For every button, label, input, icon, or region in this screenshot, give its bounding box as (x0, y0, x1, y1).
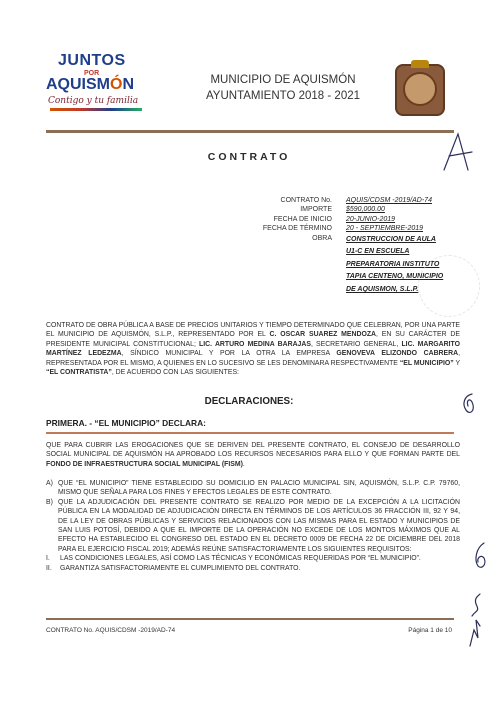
council-period: AYUNTAMIENTO 2018 - 2021 (205, 90, 361, 102)
logo-line-aquismon: AQUISMÓN (46, 76, 135, 93)
handwritten-mark-icon (470, 540, 490, 570)
primera-paragraph: QUE PARA CUBRIR LAS EROGACIONES QUE SE DERIVEN DEL PRESENTE CONTRATO, EL CONSEJO DE DESARROLLO SOCIAL MUNICIPAL DE AQUISMÓN HA APROBADO LOS RECURSOS NECESARIOS PARA ELLO Y QUE FORMAN PARTE DEL FONDO DE INFRAESTRUCTURA SOCIAL MUNICIPAL (FISM). (46, 442, 460, 468)
label-obra: OBRA (312, 234, 332, 242)
footer-contract-number: CONTRATO No. AQUIS/CDSM -2019/AD-74 (46, 627, 176, 634)
label-contract-no: CONTRATO No. (280, 197, 332, 204)
municipality-header (186, 72, 380, 104)
handwritten-mark-icon (458, 392, 478, 418)
list-marker: A) (46, 480, 53, 487)
faded-stamp-icon (418, 255, 480, 317)
sub-list-item (46, 564, 460, 573)
label-fecha-inicio: FECHA DE INICIO (273, 215, 332, 223)
sub-list-item-text: GARANTIZA SATISFACTORIAMENTE EL CUMPLIMIENTO DEL CONTRATO. (60, 564, 301, 572)
header-divider (46, 130, 454, 133)
label-fecha-termino: FECHA DE TÉRMINO (262, 225, 332, 233)
value-fecha-inicio: 20-JUNIO-2019 (346, 215, 396, 223)
handwritten-initial-icon (438, 130, 478, 174)
intro-paragraph: CONTRATO DE OBRA PÚBLICA A BASE DE PRECIOS UNITARIOS Y TIEMPO DETERMINADO QUE CELEBRAN, POR UNA PARTE EL MUNICIPIO DE AQUISMÓN, S.L.P., REPRESENTADO POR EL C. OSCAR SUAREZ MENDOZA, EN SU CARÁCTER DE PRESIDENTE MUNICIPAL CONSTITUCIONAL; LIC. ARTURO MEDINA BARAJAS, SECRETARIO GENERAL, LIC. MARGARITO MARTÍNEZ LEDEZMA, SÍNDICO MUNICIPAL Y POR LA OTRA LA EMPRESA GENOVEVA ELIZONDO CABRERA, REPRESENTADA POR EL MISMO, A QUIENES EN LO SUCESIVO SE LES DENOMINARA RESPECTIVAMENTE “EL MUNICIPIO” Y “EL CONTRATISTA”, DE ACUERDO CON LAS SIGUIENTES: (46, 322, 461, 377)
logo-line-por: POR (84, 70, 100, 77)
obra-line: PREPARATORIA INSTITUTO (346, 260, 440, 268)
obra-line: TAPIA CENTENO, MUNICIPIO (346, 273, 444, 281)
footer-page-number: Página 1 de 10 (408, 627, 452, 634)
value-fecha-termino: 20 - SEPTIEMBRE-2019 (346, 225, 424, 233)
handwritten-signature-icon (466, 590, 484, 650)
sub-list-item (46, 554, 460, 563)
document-title: CONTRATO (207, 151, 291, 163)
juntos-por-aquismon-logo (46, 52, 146, 114)
obra-line: DE AQUISMON, S.L.P. (346, 286, 419, 293)
list-item-text: QUE LA ADJUDICACIÓN DEL PRESENTE CONTRATO SE REALIZO POR MEDIO DE LA EXCEPCIÓN A LA LICITACIÓN PÚBLICA EN LA MODALIDAD DE ADJUDICACIÓN DIRECTA EN TÉRMINOS DE LOS ARTÍCULOS 36 FRACCIÓN III, 92 Y 94, DE LA LEY DE OBRAS PÚBLICAS Y SERVICIOS RELACIONADOS CON LAS MISMAS PARA EL ESTADO Y MUNICIPIOS DE SAN LUIS POTOSÍ, DEBIDO A QUE EL IMPORTE DE LA OPERACIÓN NO EXCEDE DE LOS MONTOS MÁXIMOS QUE AL EFECTO HA ESTABLECIDO EL CONGRESO DEL ESTADO EN EL DECRETO 0009 DE FECHA 22 DE DICIEMBRE DEL 2018 PARA EL EJERCICIO FISCAL 2019; ADEMÁS REÚNE SATISFACTORIAMENTE LOS SIGUIENTES REQUISITOS: (58, 498, 460, 553)
logo-slogan: Contigo y tu familia (48, 96, 139, 106)
primera-divider (46, 432, 454, 434)
municipal-seal-icon (395, 64, 445, 116)
logo-color-bar (50, 108, 142, 111)
sub-list-marker: I. (46, 555, 50, 563)
logo-line-juntos: JUNTOS (58, 52, 126, 69)
seal-crown-shape (411, 60, 429, 68)
sub-list-marker: II. (46, 564, 52, 572)
declaration-list (46, 479, 460, 573)
sub-list-item-text: LAS CONDICIONES LEGALES, ASÍ COMO LAS TÉCNICAS Y ECONÓMICAS REQUERIDAS POR “EL MUNICIPIO”. (60, 555, 421, 563)
value-importe: $590,000.00 (346, 206, 385, 214)
seal-inner-shape (403, 72, 437, 106)
primera-heading: PRIMERA. - “EL MUNICIPIO” DECLARA: (46, 418, 206, 428)
list-marker: B) (46, 498, 53, 506)
list-item (46, 479, 460, 498)
label-importe: IMPORTE (300, 206, 332, 214)
footer-divider (46, 618, 454, 620)
obra-line: CONSTRUCCION DE AULA (346, 235, 436, 243)
list-item-text: QUE “EL MUNICIPIO” TIENE ESTABLECIDO SU DOMICILIO EN PALACIO MUNICIPAL SIN, AQUISMÓN, S.L.P. C.P. 79760, MISMO QUE SEÑALA PARA LOS FINES Y EFECTOS LEGALES DE ESTE CONTRATO. (58, 480, 460, 497)
value-contract-no: AQUIS/CDSM -2019/AD-74 (346, 197, 432, 204)
municipality-name: MUNICIPIO DE AQUISMÓN (210, 74, 356, 86)
list-item (46, 498, 460, 554)
obra-line: U1-C EN ESCUELA (346, 248, 410, 256)
declarations-heading: DECLARACIONES: (204, 396, 294, 407)
contract-info-labels (262, 196, 332, 243)
